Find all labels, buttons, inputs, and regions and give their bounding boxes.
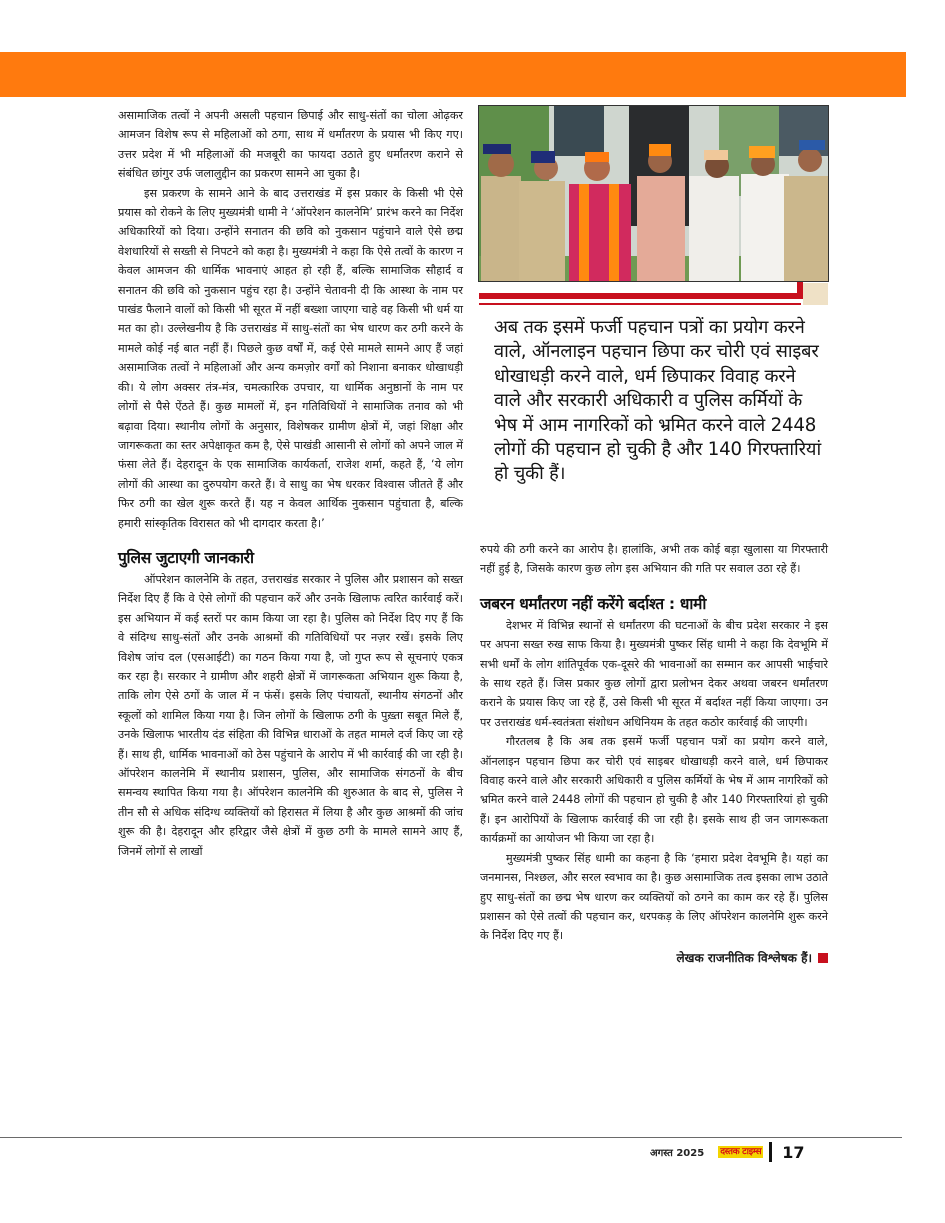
right-paragraph-1: देशभर में विभिन्न स्थानों से धर्मांतरण की घटनाओं के बीच प्रदेश सरकार ने इस पर अपना सख्त रुख साफ किया है। मुख्यमंत्री पुष्कर सिंह धामी ने कहा कि देवभूमि में सभी धर्मों के लोग शांतिपूर्वक एक-दूसरे की भावनाओं का सम्मान कर आपसी भाईचारे के साथ रहते हैं। जिस प्रकार कुछ लोगों द्वारा प्रलोभन देकर अथवा जबरन धर्मांतरण कराने के प्रयास किए जा रहे हैं, उसे किसी भी सूरत में बर्दाश्त नहीं किया जाएगा। उन पर उत्तराखंड धर्म-स्वतंत्रता संशोधन अधिनियम के तहत कठोर कार्रवाई की जाएगी। <box>480 618 828 729</box>
subheading-police: पुलिस जुटाएगी जानकारी <box>118 548 254 567</box>
right-article-column <box>480 540 828 968</box>
photo-illustration <box>479 106 829 282</box>
pull-quote: अब तक इसमें फर्जी पहचान पत्रों का प्रयोग करने वाले, ऑनलाइन पहचान छिपा कर चोरी एवं साइबर धोखाधड़ी करने वाले, धर्म छिपाकर विवाह करने वाले और सरकारी अधिकारी व पुलिस कर्मियों के भेष में आम नागरिकों को भ्रमित करने वाले 2448 लोगों की पहचान हो चुकी है और 140 गिरफ्तारियां हो चुकी हैं। <box>494 317 821 485</box>
article-photo <box>478 105 829 282</box>
author-byline <box>480 949 828 968</box>
right-paragraph-3: मुख्यमंत्री पुष्कर सिंह धामी का कहना है कि ‘हमारा प्रदेश देवभूमि है। यहां का जनमानस, निश्छल, और सरल स्वभाव का है। कुछ असामाजिक तत्व इसका लाभ उठाते हुए साधु-संतों का छद्म भेष धारण कर व्यक्तियों को ठगने का काम कर रहे हैं। पुलिस प्रशासन को ऐसे तत्वों की पहचान कर, धरपकड़ के लिए ऑपरेशन कालनेमि शुरू करने के निर्देश दिए गए हैं। <box>480 851 828 943</box>
photo-accent-square <box>803 283 828 305</box>
intro-paragraph-2: इस प्रकरण के सामने आने के बाद उत्तराखंड में इस प्रकार के किसी भी ऐसे प्रयास को रोकने के लिए मुख्यमंत्री धामी ने ‘ऑपरेशन कालनेमि’ प्रारंभ करने का निर्देश अधिकारियों को दिया। उन्होंने सनातन की छवि को नुकसान पहुंचाने वाले ऐसे छद्म वेशधारियों से सख्ती से निपटने को कहा है। मुख्यमंत्री ने कहा कि ऐसे तत्वों के कारण न केवल आमजन की धार्मिक भावनाएं आहत हो रही हैं, बल्कि सामाजिक सौहार्द व सनातन की छवि को नुकसान पहुंच रहा है। उन्होंने चेतावनी दी कि आस्था के नाम पर पाखंड फैलाने वालों को किसी भी सूरत में नहीं बख्शा जाएगा चाहे वह किसी भी धर्म या मत का हो। उल्लेखनीय है कि उत्तराखंड में साधु-संतों का भेष धारण कर ठगी करने के मामले कोई नई बात नहीं हैं। पिछले कुछ वर्षों में, कई ऐसे मामले सामने आए हैं जहां असामाजिक तत्वों ने महिलाओं और अन्य कमज़ोर वर्गों को निशाना बनाकर धोखाधड़ी की। ये लोग अक्सर तंत्र-मंत्र, चमत्कारिक उपचार, या धार्मिक अनुष्ठानों के नाम पर लोगों से पैसे ऐंठते हैं। कुछ मामलों में, इन गतिविधियों ने सामाजिक तनाव को भी बढ़ावा दिया। स्थानीय लोगों के अनुसार, विशेषकर ग्रामीण क्षेत्रों में, जहां शिक्षा और जागरूकता का स्तर अपेक्षाकृत कम है, ऐसे पाखंडी आसानी से लोगों को अपने जाल में फंसा लेते हैं। देहरादून के एक सामाजिक कार्यकर्ता, राजेश शर्मा, कहते हैं, ‘ये लोग लोगों की आस्था का दुरुपयोग करते हैं। वे साधु का भेष धरकर विश्वास जीतते हैं और फिर ठगी का खेल शुरू करते हैं। यह न केवल आर्थिक नुकसान पहुंचाता है, बल्कि हमारी सांस्कृतिक विरासत को भी दागदार करता है।’ <box>118 186 463 530</box>
header-color-band <box>0 52 906 97</box>
intro-paragraph-1: असामाजिक तत्वों ने अपनी असली पहचान छिपाई और साधु-संतों का चोला ओढ़कर आमजन विशेष रूप से महिलाओं को ठगा, साथ में धर्मांतरण के प्रयास भी किए गए। उत्तर प्रदेश में भी महिलाओं की मजबूरी का फायदा उठाते हुए धर्मांतरण कराने से संबंधित छांगुर उर्फ जलालुद्दीन का प्रकरण सामने आ चुका है। <box>118 109 463 181</box>
issue-date: अगस्त 2025 <box>650 1148 705 1159</box>
continued-paragraph: रुपये की ठगी करने का आरोप है। हालांकि, अभी तक कोई बड़ा खुलासा या गिरफ्तारी नहीं हुई है, जिसके कारण कुछ लोग इस अभियान की गति पर सवाल उठा रहे हैं। <box>480 543 828 576</box>
right-paragraph-2: गौरतलब है कि अब तक इसमें फर्जी पहचान पत्रों का प्रयोग करने वाले, ऑनलाइन पहचान छिपा कर चोरी एवं साइबर धोखाधड़ी करने वाले, धर्म छिपाकर विवाह करने वाले और सरकारी अधिकारी व पुलिस कर्मियों के भेष में आम नागरिकों को भ्रमित करने वाले 2448 लोगों की पहचान हो चुकी है और 140 गिरफ्तारियां हो चुकी हैं। इन आरोपियों के खिलाफ कार्रवाई की जा रही है। इसके साथ ही जन जागरूकता कार्यक्रमों का आयोजन भी किया जा रहा है। <box>480 735 828 846</box>
photo-accent-rule <box>479 293 801 299</box>
footer-vertical-divider <box>769 1142 772 1162</box>
page-number: 17 <box>782 1142 805 1162</box>
magazine-logo: दस्तक टाइम्स <box>720 1147 762 1157</box>
police-paragraph: ऑपरेशन कालनेमि के तहत, उत्तराखंड सरकार ने पुलिस और प्रशासन को सख्त निर्देश दिए हैं कि वे ऐसे लोगों की पहचान करें और उनके खिलाफ त्वरित कार्रवाई करें। इस अभियान में कई स्तरों पर काम किया जा रहा है। पुलिस को निर्देश दिए गए हैं कि वे संदिग्ध साधु-संतों और उनके आश्रमों की गतिविधियों पर नज़र रखें। इसके लिए विशेष जांच दल (एसआईटी) का गठन किया गया है, जो गुप्त रूप से सूचनाएं एकत्र कर रहा है। सरकार ने ग्रामीण और शहरी क्षेत्रों में जागरूकता अभियान शुरू किया है, ताकि लोग ऐसे ठगों के जाल में न फंसें। इसके लिए पंचायतों, स्थानीय संगठनों और स्कूलों को शामिल किया गया है। जिन लोगों के खिलाफ ठगी के पुख़्ता सबूत मिले हैं, उनके खिलाफ भारतीय दंड संहिता की विभिन्न धाराओं के तहत मामले दर्ज किए जा रहे हैं। साथ ही, धार्मिक भावनाओं को ठेस पहुंचाने के आरोप में भी कार्रवाई की जा रही है। ऑपरेशन कालनेमि में स्थानीय प्रशासन, पुलिस, और सामाजिक संगठनों के बीच समन्वय स्थापित किया गया है। ऑपरेशन कालनेमि की शुरुआत के बाद से, पुलिस ने तीन सौ से अधिक संदिग्ध व्यक्तियों को हिरासत में लिया है और कुछ आश्रमों की जांच शुरू की है। देहरादून और हरिद्वार जैसे क्षेत्रों में कुछ ठगी के मामले सामने आए हैं, जिनमें लोगों से लाखों <box>118 572 463 858</box>
footer-divider-line <box>0 1137 902 1138</box>
photo-accent-thin-rule <box>479 303 801 305</box>
end-mark-icon <box>818 953 828 963</box>
byline-text: लेखक राजनीतिक विश्लेषक हैं। <box>676 950 812 965</box>
subheading-dhami: जबरन धर्मांतरण नहीं करेंगे बर्दाश्त : धामी <box>480 594 707 613</box>
page-footer <box>650 1141 805 1163</box>
left-article-column <box>118 106 463 861</box>
